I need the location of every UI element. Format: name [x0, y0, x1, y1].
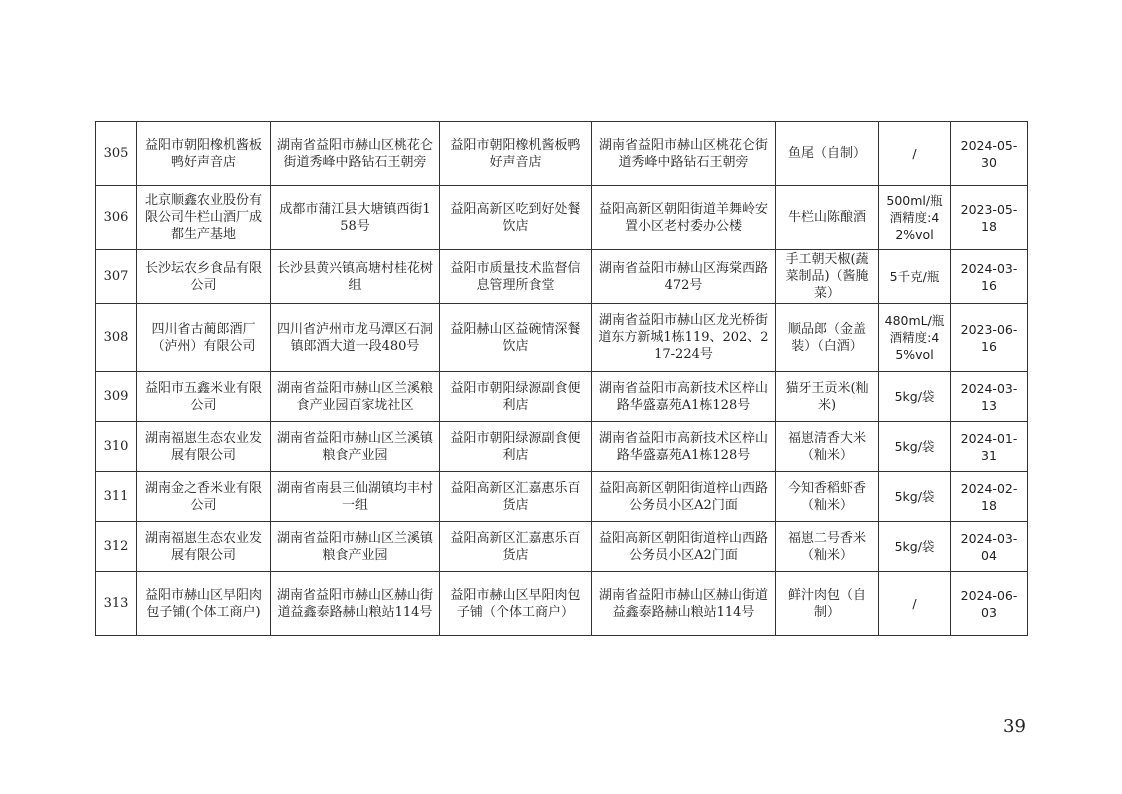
product-name: 鱼尾（自制）: [776, 122, 879, 186]
table-row: [96, 572, 1028, 636]
production-date: 2023-06-16: [951, 304, 1028, 372]
producer-name: 湖南金之香米业有限公司: [137, 472, 271, 522]
production-date: 2024-03-16: [951, 250, 1028, 304]
producer-address: 成都市蒲江县大塘镇西街158号: [271, 186, 440, 250]
sampled-unit-address: 湖南省益阳市赫山区桃花仑街道秀峰中路钻石王朝旁: [592, 122, 776, 186]
row-number: 312: [96, 522, 137, 572]
sampled-unit-address: 益阳高新区朝阳街道梓山西路公务员小区A2门面: [592, 472, 776, 522]
producer-name: 湖南福崽生态农业发展有限公司: [137, 522, 271, 572]
product-spec: 5kg/袋: [879, 372, 951, 422]
product-name: 手工朝天椒(蔬菜制品)（酱腌菜）: [776, 250, 879, 304]
sampled-unit-name: 益阳市朝阳绿源副食便利店: [440, 372, 592, 422]
table-row: [96, 122, 1028, 186]
production-date: 2024-05-30: [951, 122, 1028, 186]
sampled-unit-name: 益阳赫山区益碗情深餐饮店: [440, 304, 592, 372]
sampled-unit-address: 益阳高新区朝阳街道羊舞岭安置小区老村委办公楼: [592, 186, 776, 250]
product-name: 顺品郎（金盖装）（白酒）: [776, 304, 879, 372]
sampled-unit-address: 湖南省益阳市高新技术区梓山路华盛嘉苑A1栋128号: [592, 422, 776, 472]
producer-address: 湖南省南县三仙湖镇均丰村一组: [271, 472, 440, 522]
producer-address: 四川省泸州市龙马潭区石洞镇郎酒大道一段480号: [271, 304, 440, 372]
sampled-unit-address: 益阳高新区朝阳街道梓山西路公务员小区A2门面: [592, 522, 776, 572]
product-name: 今知香稻虾香（籼米）: [776, 472, 879, 522]
row-number: 313: [96, 572, 137, 636]
sampled-unit-address: 湖南省益阳市赫山区龙光桥街道东方新城1栋119、202、217-224号: [592, 304, 776, 372]
product-name: 牛栏山陈酿酒: [776, 186, 879, 250]
results-table: [95, 121, 1028, 636]
sampled-unit-name: 益阳高新区汇嘉惠乐百货店: [440, 522, 592, 572]
product-spec: 5kg/袋: [879, 522, 951, 572]
production-date: 2023-05-18: [951, 186, 1028, 250]
table-row: [96, 372, 1028, 422]
table-row: [96, 472, 1028, 522]
producer-address: 湖南省益阳市赫山区桃花仑街道秀峰中路钻石王朝旁: [271, 122, 440, 186]
row-number: 308: [96, 304, 137, 372]
producer-address: 湖南省益阳市赫山区兰溪镇粮食产业园: [271, 422, 440, 472]
row-number: 306: [96, 186, 137, 250]
sampled-unit-address: 湖南省益阳市赫山区海棠西路472号: [592, 250, 776, 304]
producer-name: 益阳市朝阳橡机酱板鸭好声音店: [137, 122, 271, 186]
production-date: 2024-02-18: [951, 472, 1028, 522]
product-spec: 480mL/瓶 酒精度:45%vol: [879, 304, 951, 372]
sampled-unit-name: 益阳市质量技术监督信息管理所食堂: [440, 250, 592, 304]
production-date: 2024-03-04: [951, 522, 1028, 572]
row-number: 310: [96, 422, 137, 472]
sampled-unit-address: 湖南省益阳市赫山区赫山街道益鑫泰路赫山粮站114号: [592, 572, 776, 636]
table-row: [96, 304, 1028, 372]
row-number: 309: [96, 372, 137, 422]
producer-name: 益阳市五鑫米业有限公司: [137, 372, 271, 422]
row-number: 311: [96, 472, 137, 522]
sampled-unit-name: 益阳市赫山区早阳肉包子铺（个体工商户）: [440, 572, 592, 636]
sampled-unit-name: 益阳市朝阳橡机酱板鸭好声音店: [440, 122, 592, 186]
product-spec: 500ml/瓶 酒精度:42%vol: [879, 186, 951, 250]
producer-name: 益阳市赫山区早阳肉包子铺(个体工商户): [137, 572, 271, 636]
row-number: 307: [96, 250, 137, 304]
sampled-unit-name: 益阳高新区汇嘉惠乐百货店: [440, 472, 592, 522]
product-name: 鲜汁肉包（自制）: [776, 572, 879, 636]
producer-address: 湖南省益阳市赫山区赫山街道益鑫泰路赫山粮站114号: [271, 572, 440, 636]
product-spec: 5千克/瓶: [879, 250, 951, 304]
table-row: [96, 186, 1028, 250]
sampled-unit-address: 湖南省益阳市高新技术区梓山路华盛嘉苑A1栋128号: [592, 372, 776, 422]
producer-address: 湖南省益阳市赫山区兰溪镇粮食产业园: [271, 522, 440, 572]
producer-address: 长沙县黄兴镇高塘村桂花树组: [271, 250, 440, 304]
page-number: 39: [1003, 716, 1026, 737]
production-date: 2024-06-03: [951, 572, 1028, 636]
product-spec: /: [879, 572, 951, 636]
sampled-unit-name: 益阳高新区吃到好处餐饮店: [440, 186, 592, 250]
production-date: 2024-01-31: [951, 422, 1028, 472]
sampled-unit-name: 益阳市朝阳绿源副食便利店: [440, 422, 592, 472]
table-row: [96, 522, 1028, 572]
table-body: [96, 122, 1028, 636]
producer-name: 北京顺鑫农业股份有限公司牛栏山酒厂成都生产基地: [137, 186, 271, 250]
product-name: 福崽二号香米（籼米）: [776, 522, 879, 572]
product-spec: 5kg/袋: [879, 422, 951, 472]
producer-name: 四川省古蔺郎酒厂（泸州）有限公司: [137, 304, 271, 372]
table-row: [96, 422, 1028, 472]
product-name: 猫牙王贡米(籼米): [776, 372, 879, 422]
producer-name: 长沙坛农乡食品有限公司: [137, 250, 271, 304]
producer-name: 湖南福崽生态农业发展有限公司: [137, 422, 271, 472]
production-date: 2024-03-13: [951, 372, 1028, 422]
product-name: 福崽清香大米（籼米）: [776, 422, 879, 472]
table-row: [96, 250, 1028, 304]
product-spec: 5kg/袋: [879, 472, 951, 522]
row-number: 305: [96, 122, 137, 186]
producer-address: 湖南省益阳市赫山区兰溪粮食产业园百家垅社区: [271, 372, 440, 422]
product-spec: /: [879, 122, 951, 186]
